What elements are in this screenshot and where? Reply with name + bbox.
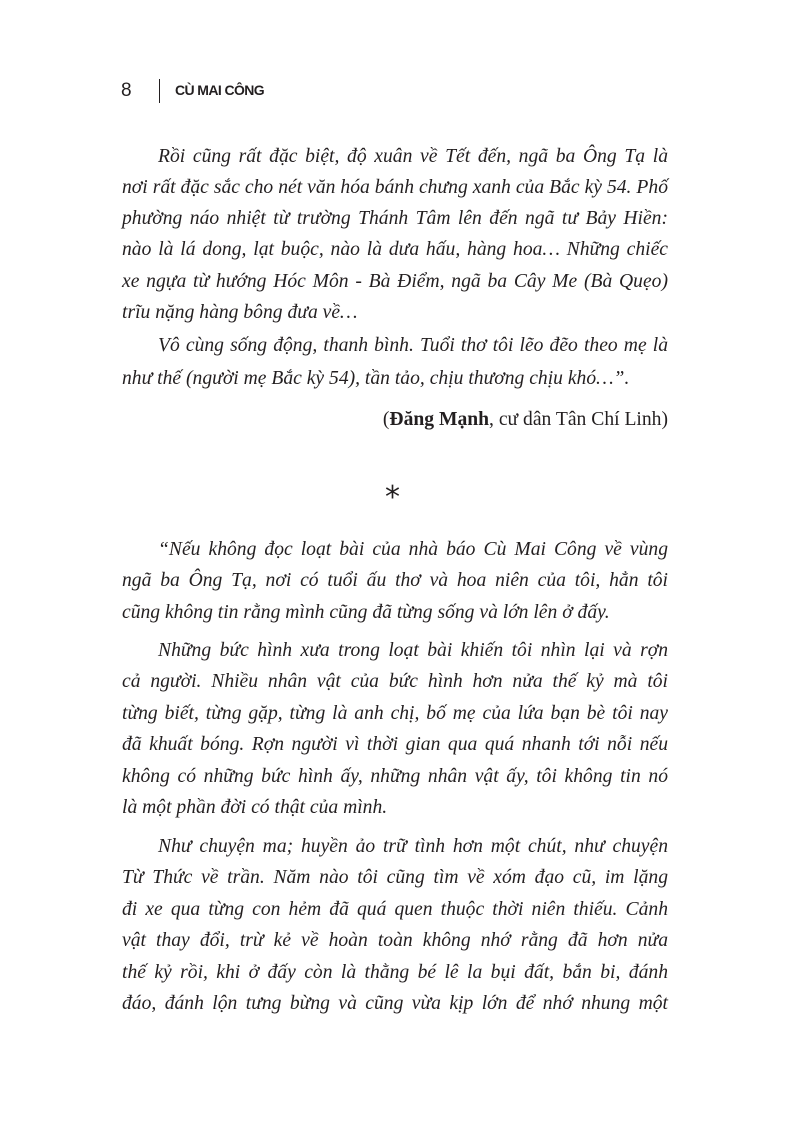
- section-separator: *: [385, 480, 400, 515]
- paragraph-line: cũng không tin rằng mình cũng đã từng sống và lớn lên ở đấy.: [122, 602, 610, 623]
- paragraph-line: “Nếu không đọc loạt bài của nhà báo Cù Mai Công về vùng: [158, 539, 668, 560]
- attribution-close: ): [661, 409, 668, 430]
- paragraph-line: từng biết, từng gặp, từng là anh chị, bố mẹ của lứa bạn bè tôi nay: [122, 703, 668, 724]
- paragraph-line: là một phần đời có thật của mình.: [122, 797, 388, 818]
- paragraph-line: đi xe qua từng con hẻm đã quá quen thuộc thời niên thiếu. Cảnh: [122, 899, 668, 920]
- paragraph-line: thế kỷ rồi, khi ở đấy còn là thằng bé lê la bụi đất, bắn bi, đánh: [122, 962, 668, 983]
- paragraph-line: ngã ba Ông Tạ, nơi có tuổi ấu thơ và hoa niên của tôi, hẳn tôi: [122, 570, 668, 591]
- paragraph-line: Như chuyện ma; huyền ảo trữ tình hơn một chút, như chuyện: [158, 836, 668, 857]
- paragraph-line: nơi rất đặc sắc cho nét văn hóa bánh chưng xanh của Bắc kỳ 54. Phố: [122, 177, 668, 198]
- paragraph-line: Vô cùng sống động, thanh bình. Tuổi thơ tôi lẽo đẽo theo mẹ là: [158, 335, 668, 356]
- paragraph-line: Rồi cũng rất đặc biệt, độ xuân về Tết đến, ngã ba Ông Tạ là: [158, 146, 668, 167]
- running-title: CÙ MAI CÔNG: [175, 82, 265, 98]
- attribution-name: Đăng Mạnh: [389, 409, 490, 430]
- paragraph-line: xe ngựa từ hướng Hóc Môn - Bà Điểm, ngã ba Cây Me (Bà Quẹo): [122, 271, 668, 292]
- paragraph-line: cả người. Nhiều nhân vật của bức hình hơn nửa thế kỷ mà tôi: [122, 671, 668, 692]
- paragraph-line: phường náo nhiệt từ trường Thánh Tâm lên đến ngã tư Bảy Hiền:: [122, 208, 668, 229]
- paragraph-line: như thế (người mẹ Bắc kỳ 54), tần tảo, chịu thương chịu khó…”.: [122, 368, 630, 389]
- paragraph-line: trĩu nặng hàng bông đưa về…: [122, 302, 358, 323]
- paragraph-line: Những bức hình xưa trong loạt bài khiến tôi nhìn lại và rợn: [158, 640, 668, 661]
- paragraph-line: đáo, đánh lộn tưng bừng và cũng vừa kịp lớn để nhớ nhung một: [122, 993, 668, 1014]
- paragraph-line: đã khuất bóng. Rợn người vì thời gian qua quá nhanh tới nỗi nếu: [122, 734, 668, 755]
- page-number: 8: [121, 80, 132, 101]
- attribution-open: (: [382, 409, 390, 430]
- paragraph-line: không có những bức hình ấy, những nhân vật ấy, tôi không tin nó: [122, 766, 668, 787]
- paragraph-line: nào là lá dong, lạt buộc, nào là dưa hấu, hàng hoa… Những chiếc: [122, 239, 668, 260]
- attribution-rest: , cư dân Tân Chí Linh: [489, 409, 662, 430]
- paragraph-line: Từ Thức về trần. Năm nào tôi cũng tìm về xóm đạo cũ, im lặng: [122, 867, 668, 888]
- header-divider: [159, 79, 160, 103]
- attribution: [383, 408, 668, 432]
- paragraph-line: vật thay đổi, trừ kẻ về hoàn toàn không nhớ rằng đã hơn nửa: [122, 930, 668, 951]
